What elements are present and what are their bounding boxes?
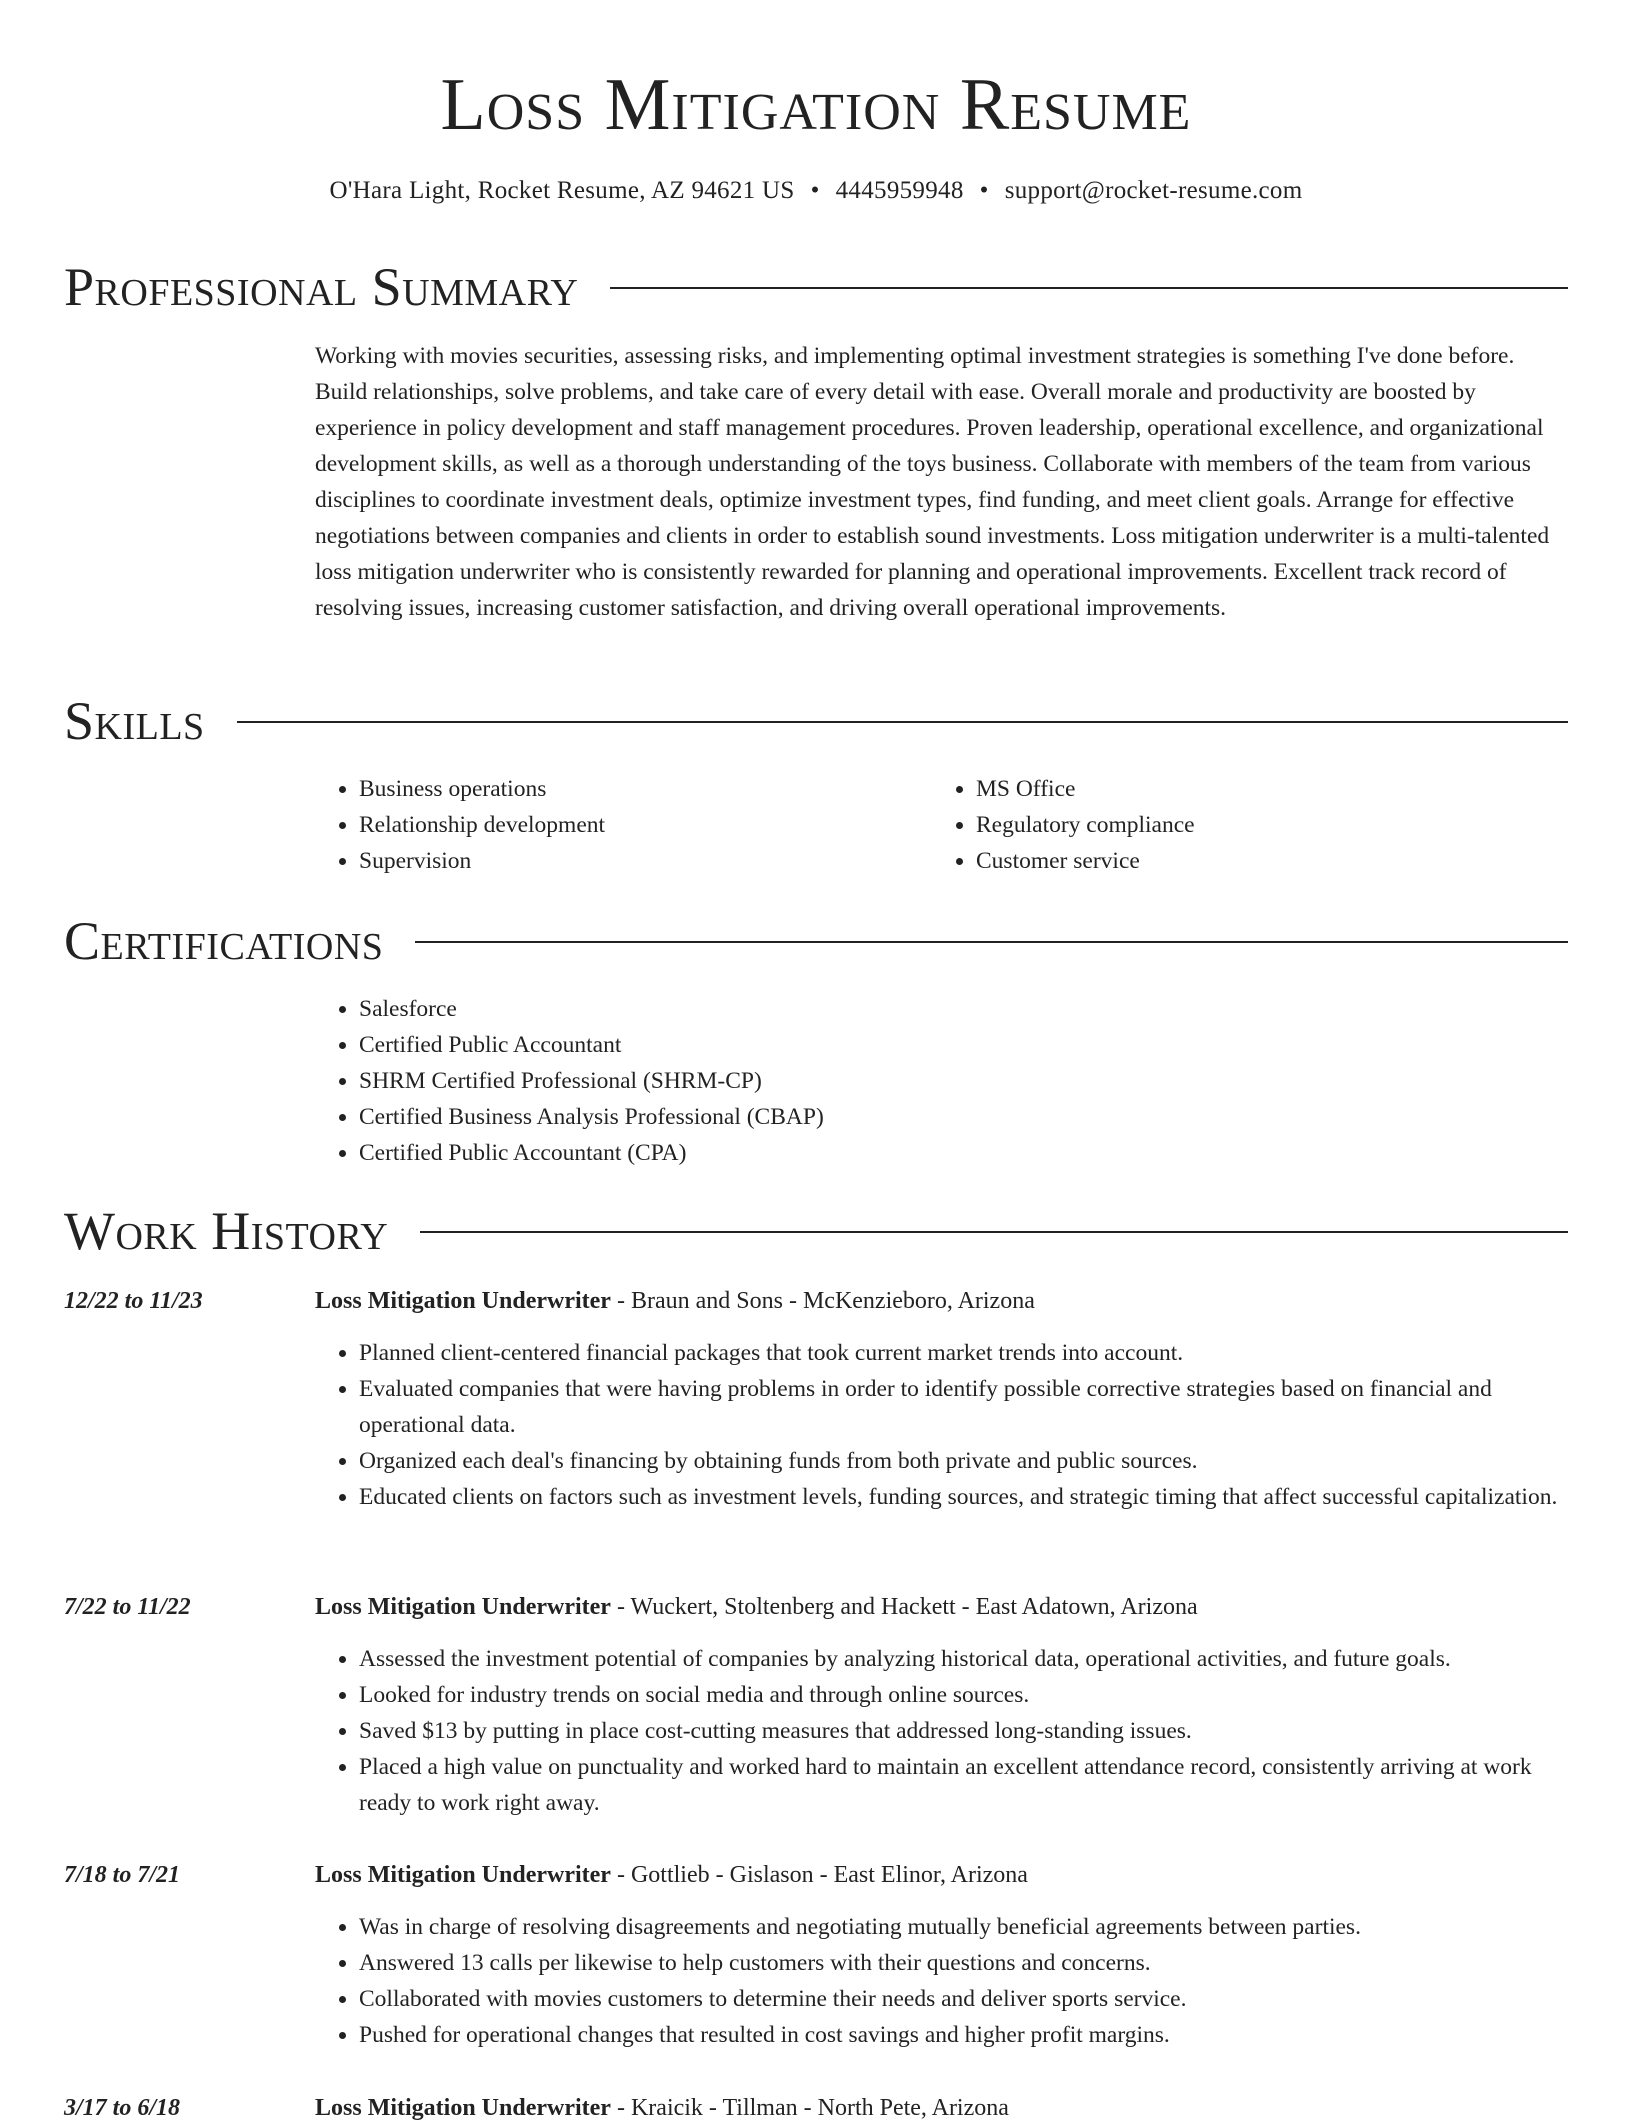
job-bullet: • Answered 13 calls per likewise to help customers with their questions and concerns. — [359, 1945, 1568, 1981]
job-bullet: • Planned client-centered financial packages that took current market trends into account. — [359, 1335, 1568, 1371]
skills-column-left — [315, 771, 932, 879]
job-bullet: • Educated clients on factors such as investment levels, funding sources, and strategic timing that affect successful capitalization. — [359, 1479, 1568, 1515]
section-rule — [415, 941, 1568, 943]
job-title: Loss Mitigation Underwriter — [315, 1862, 611, 1888]
job-bullet: • Looked for industry trends on social media and through online sources. — [359, 1677, 1568, 1713]
job-bullet: • Assessed the investment potential of companies by analyzing historical data, operational activities, and future goals. — [359, 1641, 1568, 1677]
job-bullets — [315, 1335, 1568, 1515]
certification-item: • Certified Public Accountant (CPA) — [359, 1135, 1565, 1171]
job-dates: 12/22 to 11/23 — [64, 1288, 203, 1314]
section-rule — [610, 287, 1568, 289]
job-header — [315, 2090, 1568, 2126]
job-bullet: • Organized each deal's financing by obtaining funds from both private and public sources. — [359, 1443, 1568, 1479]
section-heading-skills — [64, 686, 1568, 756]
job-bullets — [315, 1909, 1568, 2053]
job-bullet: • Placed a high value on punctuality and worked hard to maintain an excellent attendance record, consistently arriving at work ready to work right away. — [359, 1749, 1568, 1821]
skill-item: • Relationship development — [359, 807, 932, 843]
job-company-location: - Kraicik - Tillman - North Pete, Arizona — [610, 2095, 1009, 2121]
section-heading-summary — [64, 252, 1568, 322]
certification-item: • Salesforce — [359, 991, 1565, 1027]
certification-item: • Certified Business Analysis Professional (CBAP) — [359, 1099, 1565, 1135]
certification-item: • Certified Public Accountant — [359, 1027, 1565, 1063]
job-dates: 7/22 to 11/22 — [64, 1594, 191, 1620]
section-rule — [420, 1231, 1568, 1233]
job-bullet: • Was in charge of resolving disagreements and negotiating mutually beneficial agreements between parties. — [359, 1909, 1568, 1945]
resume-title: Loss Mitigation Resume — [440, 64, 1192, 146]
job-company-location: - Braun and Sons - McKenzieboro, Arizona — [610, 1288, 1035, 1314]
section-title-work-history: Work History — [64, 1201, 389, 1261]
skill-item: • Business operations — [359, 771, 932, 807]
contact-phone: 4445959948 — [835, 177, 964, 204]
job-dates: 3/17 to 6/18 — [64, 2095, 181, 2121]
job-header — [315, 1857, 1568, 1893]
job-title: Loss Mitigation Underwriter — [315, 1288, 611, 1314]
section-title-certifications: Certifications — [64, 911, 384, 971]
skill-item: • Regulatory compliance — [976, 807, 1549, 843]
job-title: Loss Mitigation Underwriter — [315, 1594, 611, 1620]
job-company-location: - Wuckert, Stoltenberg and Hackett - East Adatown, Arizona — [610, 1594, 1198, 1620]
skills-list — [315, 771, 1565, 879]
contact-address: O'Hara Light, Rocket Resume, AZ 94621 US — [329, 177, 795, 204]
section-title-summary: Professional Summary — [64, 257, 579, 317]
job-dates: 7/18 to 7/21 — [64, 1862, 181, 1888]
summary-text: Working with movies securities, assessing risks, and implementing optimal investment strategies is something I've done before. Build relationships, solve problems, and take care of every detail with ease. Overall morale and productivity are boosted by experience in policy development and staff management procedures. Proven leadership, operational excellence, and organizational development skills, as well as a thorough understanding of the toys business. Collaborate with members of the team from various disciplines to coordinate investment deals, optimize investment types, find funding, and meet client goals. Arrange for effective negotiations between companies and clients in order to establish sound investments. Loss mitigation underwriter is a multi-talented loss mitigation underwriter who is consistently rewarded for planning and operational improvements. Excellent track record of resolving issues, increasing customer satisfaction, and driving overall operational improvements. — [315, 343, 1550, 621]
section-rule — [237, 721, 1568, 723]
contact-separator: • — [810, 177, 820, 204]
skills-column-right — [932, 771, 1549, 879]
job-bullets — [315, 1641, 1568, 1821]
job-bullet: • Saved $13 by putting in place cost-cutting measures that addressed long-standing issues. — [359, 1713, 1568, 1749]
job-bullet: • Evaluated companies that were having problems in order to identify possible corrective strategies based on financial and operational data. — [359, 1371, 1568, 1443]
job-header — [315, 1589, 1568, 1625]
contact-separator: • — [979, 177, 989, 204]
certifications-list — [315, 991, 1565, 1171]
section-heading-work-history — [64, 1196, 1568, 1266]
job-company-location: - Gottlieb - Gislason - East Elinor, Arizona — [610, 1862, 1028, 1888]
job-header — [315, 1283, 1568, 1319]
contact-line — [0, 175, 1632, 207]
skill-item: • Customer service — [976, 843, 1549, 879]
certification-item: • SHRM Certified Professional (SHRM-CP) — [359, 1063, 1565, 1099]
skill-item: • Supervision — [359, 843, 932, 879]
job-bullet: • Pushed for operational changes that resulted in cost savings and higher profit margins. — [359, 2017, 1568, 2053]
contact-email: support@rocket-resume.com — [1004, 177, 1303, 204]
section-title-skills: Skills — [64, 691, 205, 751]
job-bullet: • Collaborated with movies customers to determine their needs and deliver sports service. — [359, 1981, 1568, 2017]
section-heading-certifications — [64, 906, 1568, 976]
skill-item: • MS Office — [976, 771, 1549, 807]
job-title: Loss Mitigation Underwriter — [315, 2095, 611, 2121]
